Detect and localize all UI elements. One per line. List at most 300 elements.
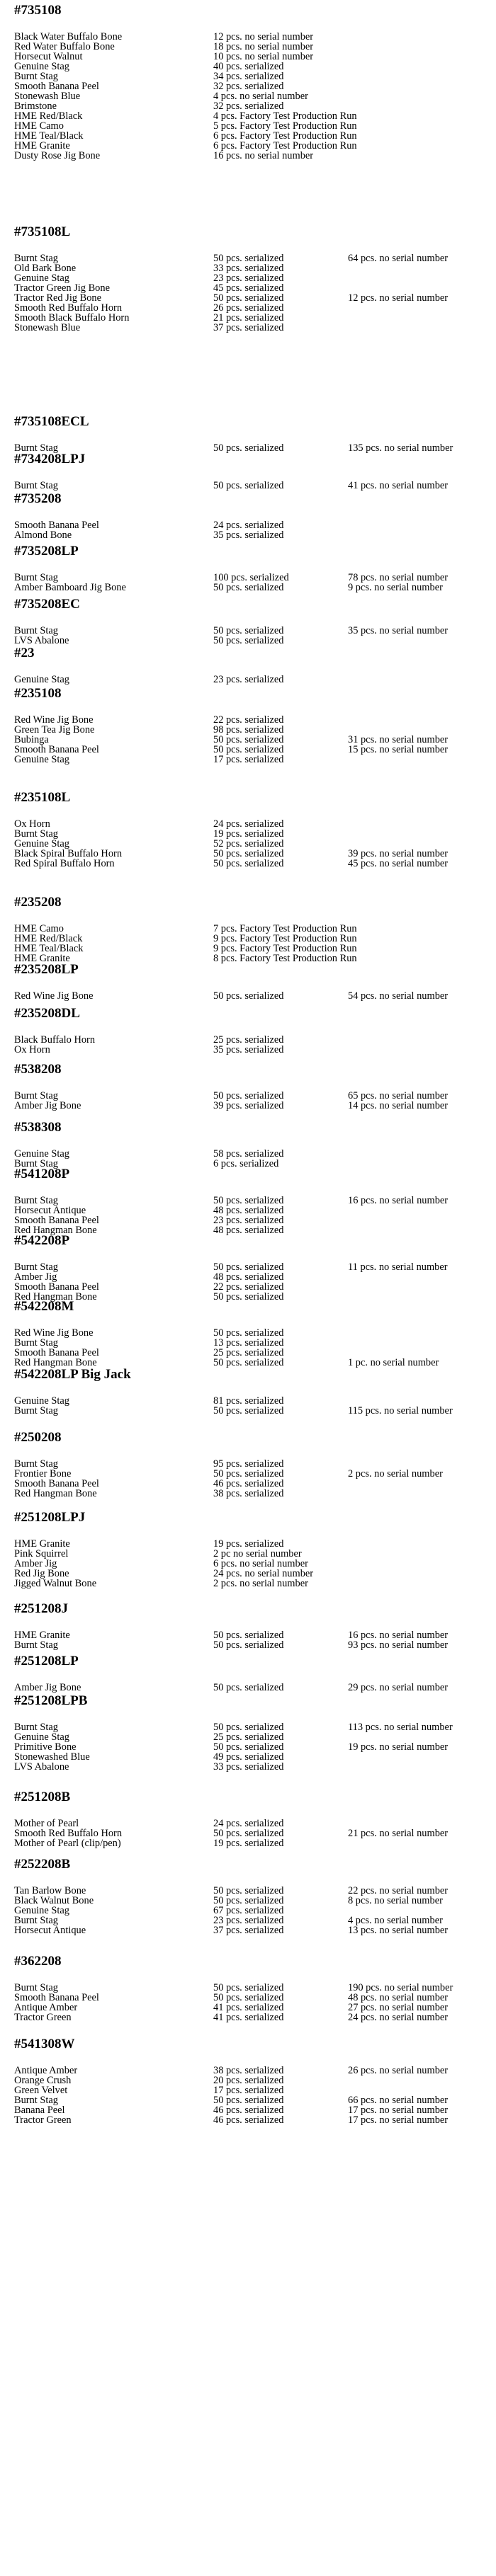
- inventory-row: [14, 2013, 489, 2022]
- inventory-row: [14, 583, 489, 593]
- quantity-note: 18 pcs. no serial number: [213, 41, 314, 52]
- inventory-row: [14, 2076, 489, 2085]
- quantity-note: 38 pcs. serialized: [213, 1488, 284, 1499]
- inventory-row: [14, 1272, 489, 1282]
- extra-quantity-note: 1 pc. no serial number: [348, 1357, 439, 1368]
- handle-material-name: Burnt Stag: [14, 1158, 58, 1169]
- section-heading-251208j: #251208J: [14, 1601, 68, 1616]
- handle-material-name: Burnt Stag: [14, 1261, 58, 1273]
- inventory-row: [14, 1348, 489, 1358]
- quantity-note: 100 pcs. serialized: [213, 572, 289, 583]
- quantity-note: 40 pcs. serialized: [213, 61, 284, 72]
- quantity-note: 50 pcs. serialized: [213, 1639, 284, 1651]
- inventory-row: [14, 2066, 489, 2076]
- handle-material-name: Burnt Stag: [14, 1982, 58, 1993]
- handle-material-name: Horsecut Antique: [14, 1205, 86, 1216]
- handle-material-name: Smooth Banana Peel: [14, 1992, 99, 2003]
- section-heading-538208: #538208: [14, 1062, 62, 1077]
- handle-material-name: Frontier Bone: [14, 1468, 72, 1479]
- quantity-note: 95 pcs. serialized: [213, 1458, 284, 1470]
- handle-material-name: Stonewash Blue: [14, 322, 81, 333]
- handle-material-name: Amber Jig Bone: [14, 1682, 81, 1693]
- quantity-note: 49 pcs. serialized: [213, 1751, 284, 1763]
- inventory-row: [14, 1406, 489, 1416]
- inventory-row: [14, 520, 489, 530]
- extra-quantity-note: 48 pcs. no serial number: [348, 1992, 449, 2003]
- quantity-note: 50 pcs. serialized: [213, 1090, 284, 1101]
- quantity-note: 26 pcs. serialized: [213, 302, 284, 314]
- inventory-row: [14, 111, 489, 121]
- inventory-row: [14, 1906, 489, 1916]
- extra-quantity-note: 8 pcs. no serial number: [348, 1895, 443, 1906]
- handle-material-name: Black Water Buffalo Bone: [14, 31, 123, 42]
- quantity-note: 24 pcs. serialized: [213, 818, 284, 830]
- inventory-row: [14, 1091, 489, 1101]
- handle-material-name: Bubinga: [14, 734, 49, 745]
- inventory-row: [14, 2115, 489, 2125]
- inventory-row: [14, 1101, 489, 1111]
- inventory-row: [14, 944, 489, 954]
- section-heading-735108: #735108: [14, 3, 62, 18]
- inventory-row: [14, 859, 489, 869]
- inventory-row: [14, 2003, 489, 2013]
- quantity-note: 16 pcs. no serial number: [213, 150, 314, 161]
- extra-quantity-note: 16 pcs. no serial number: [348, 1195, 449, 1206]
- inventory-row: [14, 636, 489, 646]
- inventory-row: [14, 443, 489, 453]
- extra-quantity-note: 12 pcs. no serial number: [348, 292, 449, 304]
- inventory-row: [14, 52, 489, 62]
- quantity-note: 50 pcs. serialized: [213, 1885, 284, 1896]
- handle-material-name: Smooth Banana Peel: [14, 744, 99, 755]
- quantity-note: 19 pcs. serialized: [213, 1538, 284, 1550]
- quantity-note: 50 pcs. serialized: [213, 848, 284, 859]
- quantity-note: 67 pcs. serialized: [213, 1905, 284, 1916]
- extra-quantity-note: 93 pcs. no serial number: [348, 1639, 449, 1651]
- quantity-note: 9 pcs. Factory Test Production Run: [213, 933, 357, 944]
- extra-quantity-note: 190 pcs. no serial number: [348, 1982, 453, 1993]
- section-heading-251208b: #251208B: [14, 1790, 71, 1804]
- quantity-note: 48 pcs. serialized: [213, 1271, 284, 1283]
- handle-material-name: Red Hangman Bone: [14, 1488, 97, 1499]
- quantity-note: 50 pcs. serialized: [213, 1722, 284, 1733]
- handle-material-name: Red Wine Jig Bone: [14, 1327, 94, 1339]
- quantity-note: 46 pcs. serialized: [213, 2105, 284, 2116]
- quantity-note: 6 pcs. Factory Test Production Run: [213, 140, 357, 151]
- handle-material-name: Genuine Stag: [14, 754, 69, 765]
- inventory-row: [14, 849, 489, 859]
- handle-material-name: Burnt Stag: [14, 1639, 58, 1651]
- inventory-row: [14, 263, 489, 273]
- inventory-row: [14, 101, 489, 111]
- inventory-row: [14, 1469, 489, 1479]
- quantity-note: 50 pcs. serialized: [213, 1682, 284, 1693]
- quantity-note: 98 pcs. serialized: [213, 724, 284, 735]
- inventory-row: [14, 991, 489, 1001]
- handle-material-name: Tan Barlow Bone: [14, 1885, 86, 1896]
- quantity-note: 9 pcs. Factory Test Production Run: [213, 943, 357, 954]
- quantity-note: 41 pcs. serialized: [213, 2012, 284, 2023]
- quantity-note: 17 pcs. serialized: [213, 2085, 284, 2096]
- handle-material-name: Stonewashed Blue: [14, 1751, 90, 1763]
- inventory-row: [14, 1722, 489, 1732]
- section-heading-235208dl: #235208DL: [14, 1006, 80, 1021]
- quantity-note: 50 pcs. serialized: [213, 292, 284, 304]
- quantity-note: 50 pcs. serialized: [213, 1982, 284, 1993]
- section-heading-250208: #250208: [14, 1430, 62, 1445]
- inventory-row: [14, 725, 489, 735]
- handle-material-name: Red Hangman Bone: [14, 1357, 97, 1368]
- handle-material-name: Smooth Black Buffalo Horn: [14, 312, 130, 324]
- section-heading-735108l: #735108L: [14, 224, 71, 239]
- quantity-note: 6 pcs. Factory Test Production Run: [213, 130, 357, 142]
- quantity-note: 4 pcs. no serial number: [213, 91, 308, 102]
- quantity-note: 50 pcs. serialized: [213, 1895, 284, 1906]
- section-heading-735208: #735208: [14, 491, 62, 506]
- inventory-row: [14, 819, 489, 829]
- quantity-note: 24 pcs. serialized: [213, 520, 284, 531]
- handle-material-name: HME Granite: [14, 140, 70, 151]
- extra-quantity-note: 15 pcs. no serial number: [348, 744, 449, 755]
- extra-quantity-note: 39 pcs. no serial number: [348, 848, 449, 859]
- handle-material-name: Smooth Banana Peel: [14, 81, 99, 92]
- quantity-note: 25 pcs. serialized: [213, 1731, 284, 1743]
- inventory-row: [14, 735, 489, 745]
- handle-material-name: Pink Squirrel: [14, 1548, 69, 1559]
- handle-material-name: LVS Abalone: [14, 1761, 69, 1773]
- handle-material-name: Tractor Green Jig Bone: [14, 282, 110, 294]
- inventory-row: [14, 839, 489, 849]
- quantity-note: 4 pcs. Factory Test Production Run: [213, 110, 357, 122]
- quantity-note: 48 pcs. serialized: [213, 1225, 284, 1236]
- inventory-row: [14, 273, 489, 283]
- handle-material-name: Smooth Banana Peel: [14, 1478, 99, 1489]
- quantity-note: 50 pcs. serialized: [213, 1468, 284, 1479]
- quantity-note: 50 pcs. serialized: [213, 990, 284, 1002]
- quantity-note: 17 pcs. serialized: [213, 754, 284, 765]
- inventory-row: [14, 1225, 489, 1235]
- handle-material-name: Almond Bone: [14, 529, 72, 541]
- handle-material-name: Burnt Stag: [14, 1405, 58, 1416]
- handle-material-name: Tractor Green: [14, 2012, 72, 2023]
- inventory-row: [14, 91, 489, 101]
- quantity-note: 23 pcs. serialized: [213, 674, 284, 685]
- section-heading-734208lpj: #734208LPJ: [14, 452, 86, 466]
- handle-material-name: HME Teal/Black: [14, 130, 84, 142]
- handle-material-name: Burnt Stag: [14, 253, 58, 264]
- handle-material-name: Genuine Stag: [14, 1148, 69, 1160]
- quantity-note: 50 pcs. serialized: [213, 635, 284, 646]
- handle-material-name: Red Wine Jig Bone: [14, 990, 94, 1002]
- inventory-row: [14, 1819, 489, 1828]
- inventory-row: [14, 2085, 489, 2095]
- quantity-note: 37 pcs. serialized: [213, 1925, 284, 1936]
- inventory-row: [14, 131, 489, 141]
- section-heading-251208lpj: #251208LPJ: [14, 1510, 86, 1525]
- extra-quantity-note: 24 pcs. no serial number: [348, 2012, 449, 2023]
- quantity-note: 24 pcs. serialized: [213, 1818, 284, 1829]
- quantity-note: 46 pcs. serialized: [213, 2114, 284, 2126]
- handle-material-name: Red Wine Jig Bone: [14, 714, 94, 726]
- inventory-row: [14, 1742, 489, 1752]
- inventory-row: [14, 1262, 489, 1272]
- inventory-row: [14, 62, 489, 71]
- extra-quantity-note: 115 pcs. no serial number: [348, 1405, 453, 1416]
- inventory-row: [14, 745, 489, 755]
- inventory-row: [14, 1479, 489, 1489]
- section-heading-235208: #235208: [14, 895, 62, 910]
- inventory-row: [14, 1896, 489, 1906]
- extra-quantity-note: 16 pcs. no serial number: [348, 1630, 449, 1641]
- handle-material-name: Red Jig Bone: [14, 1568, 69, 1579]
- section-heading-735108ecl: #735108ECL: [14, 414, 89, 429]
- inventory-row: [14, 1045, 489, 1055]
- quantity-note: 7 pcs. Factory Test Production Run: [213, 923, 357, 934]
- inventory-row: [14, 1292, 489, 1302]
- inventory-row: [14, 1559, 489, 1569]
- handle-material-name: Genuine Stag: [14, 674, 69, 685]
- handle-material-name: Tractor Green: [14, 2114, 72, 2126]
- section-heading-542208p: #542208P: [14, 1233, 70, 1248]
- quantity-note: 32 pcs. serialized: [213, 81, 284, 92]
- handle-material-name: Black Buffalo Horn: [14, 1034, 96, 1046]
- extra-quantity-note: 21 pcs. no serial number: [348, 1828, 449, 1839]
- extra-quantity-note: 19 pcs. no serial number: [348, 1741, 449, 1753]
- handle-material-name: Genuine Stag: [14, 838, 69, 849]
- handle-material-name: Smooth Banana Peel: [14, 1347, 99, 1358]
- extra-quantity-note: 31 pcs. no serial number: [348, 734, 449, 745]
- inventory-row: [14, 829, 489, 839]
- handle-material-name: Mother of Pearl (clip/pen): [14, 1838, 121, 1849]
- handle-material-name: Burnt Stag: [14, 625, 58, 636]
- inventory-row: [14, 1035, 489, 1045]
- section-heading-541208p: #541208P: [14, 1167, 70, 1181]
- inventory-row: [14, 1993, 489, 2003]
- inventory-row: [14, 1358, 489, 1368]
- inventory-row: [14, 1762, 489, 1772]
- handle-material-name: Orange Crush: [14, 2075, 72, 2086]
- section-heading-735208ec: #735208EC: [14, 597, 80, 612]
- inventory-row: [14, 481, 489, 491]
- inventory-row: [14, 1630, 489, 1640]
- inventory-row: [14, 283, 489, 293]
- quantity-note: 2 pcs. no serial number: [213, 1578, 308, 1589]
- inventory-row: [14, 1459, 489, 1469]
- inventory-row: [14, 293, 489, 303]
- handle-material-name: Black Walnut Bone: [14, 1895, 94, 1906]
- quantity-note: 50 pcs. serialized: [213, 858, 284, 869]
- quantity-note: 34 pcs. serialized: [213, 71, 284, 82]
- handle-material-name: Amber Bamboard Jig Bone: [14, 582, 126, 593]
- extra-quantity-note: 65 pcs. no serial number: [348, 1090, 449, 1101]
- handle-material-name: Antique Amber: [14, 2002, 78, 2013]
- inventory-row: [14, 141, 489, 151]
- quantity-note: 32 pcs. serialized: [213, 101, 284, 112]
- quantity-note: 50 pcs. serialized: [213, 2095, 284, 2106]
- handle-material-name: Old Bark Bone: [14, 263, 77, 274]
- handle-material-name: Horsecut Antique: [14, 1925, 86, 1936]
- inventory-row: [14, 1886, 489, 1896]
- handle-material-name: HME Granite: [14, 1538, 70, 1550]
- section-heading-735208lp: #735208LP: [14, 544, 79, 559]
- handle-material-name: Red Hangman Bone: [14, 1225, 97, 1236]
- inventory-row: [14, 121, 489, 131]
- extra-quantity-note: 27 pcs. no serial number: [348, 2002, 449, 2013]
- quantity-note: 50 pcs. serialized: [213, 625, 284, 636]
- handle-material-name: HME Teal/Black: [14, 943, 84, 954]
- extra-quantity-note: 41 pcs. no serial number: [348, 480, 449, 491]
- handle-material-name: Smooth Banana Peel: [14, 520, 99, 531]
- inventory-row: [14, 1925, 489, 1935]
- handle-material-name: HME Camo: [14, 120, 64, 132]
- handle-material-name: HME Camo: [14, 923, 64, 934]
- inventory-row: [14, 81, 489, 91]
- section-heading-235108l: #235108L: [14, 790, 71, 805]
- extra-quantity-note: 13 pcs. no serial number: [348, 1925, 449, 1936]
- extra-quantity-note: 17 pcs. no serial number: [348, 2105, 449, 2116]
- inventory-row: [14, 253, 489, 263]
- quantity-note: 50 pcs. serialized: [213, 744, 284, 755]
- extra-quantity-note: 66 pcs. no serial number: [348, 2095, 449, 2106]
- extra-quantity-note: 35 pcs. no serial number: [348, 625, 449, 636]
- handle-material-name: LVS Abalone: [14, 635, 69, 646]
- inventory-row: [14, 675, 489, 685]
- quantity-note: 50 pcs. serialized: [213, 1357, 284, 1368]
- inventory-row: [14, 1159, 489, 1169]
- extra-quantity-note: 54 pcs. no serial number: [348, 990, 449, 1002]
- extra-quantity-note: 113 pcs. no serial number: [348, 1722, 453, 1733]
- handle-material-name: Smooth Banana Peel: [14, 1215, 99, 1226]
- inventory-row: [14, 1838, 489, 1848]
- inventory-row: [14, 1683, 489, 1693]
- quantity-note: 13 pcs. serialized: [213, 1337, 284, 1349]
- quantity-note: 50 pcs. serialized: [213, 1992, 284, 2003]
- handle-material-name: Primitive Bone: [14, 1741, 77, 1753]
- extra-quantity-note: 26 pcs. no serial number: [348, 2065, 449, 2076]
- handle-material-name: Amber Jig Bone: [14, 1100, 81, 1111]
- quantity-note: 35 pcs. serialized: [213, 1044, 284, 1055]
- handle-material-name: Burnt Stag: [14, 1915, 58, 1926]
- inventory-row: [14, 151, 489, 161]
- handle-material-name: Burnt Stag: [14, 1195, 58, 1206]
- quantity-note: 50 pcs. serialized: [213, 1741, 284, 1753]
- quantity-note: 25 pcs. serialized: [213, 1034, 284, 1046]
- handle-material-name: Burnt Stag: [14, 480, 58, 491]
- inventory-row: [14, 755, 489, 765]
- handle-material-name: Stonewash Blue: [14, 91, 81, 102]
- section-heading-541308w: #541308W: [14, 2037, 75, 2051]
- quantity-note: 41 pcs. serialized: [213, 2002, 284, 2013]
- handle-material-name: Burnt Stag: [14, 1337, 58, 1349]
- handle-material-name: Banana Peel: [14, 2105, 65, 2116]
- quantity-note: 50 pcs. serialized: [213, 480, 284, 491]
- handle-material-name: Green Velvet: [14, 2085, 68, 2096]
- quantity-note: 50 pcs. serialized: [213, 253, 284, 264]
- quantity-note: 22 pcs. serialized: [213, 1281, 284, 1293]
- inventory-row: [14, 626, 489, 636]
- inventory-row: [14, 715, 489, 725]
- quantity-note: 12 pcs. no serial number: [213, 31, 314, 42]
- extra-quantity-note: 29 pcs. no serial number: [348, 1682, 449, 1693]
- quantity-note: 50 pcs. serialized: [213, 442, 284, 454]
- handle-material-name: Ox Horn: [14, 818, 50, 830]
- inventory-row: [14, 1828, 489, 1838]
- inventory-row: [14, 924, 489, 934]
- quantity-note: 58 pcs. serialized: [213, 1148, 284, 1160]
- quantity-note: 25 pcs. serialized: [213, 1347, 284, 1358]
- handle-material-name: Jigged Walnut Bone: [14, 1578, 97, 1589]
- inventory-row: [14, 2095, 489, 2105]
- extra-quantity-note: 9 pcs. no serial number: [348, 582, 443, 593]
- quantity-note: 19 pcs. serialized: [213, 1838, 284, 1849]
- quantity-note: 24 pcs. no serial number: [213, 1568, 314, 1579]
- handle-material-name: Burnt Stag: [14, 1458, 58, 1470]
- quantity-note: 81 pcs. serialized: [213, 1395, 284, 1407]
- handle-material-name: Ox Horn: [14, 1044, 50, 1055]
- inventory-row: [14, 323, 489, 333]
- inventory-row: [14, 1206, 489, 1215]
- handle-material-name: Burnt Stag: [14, 1722, 58, 1733]
- inventory-row: [14, 1282, 489, 1292]
- quantity-note: 50 pcs. serialized: [213, 1195, 284, 1206]
- inventory-row: [14, 1732, 489, 1742]
- section-heading-362208: #362208: [14, 1954, 62, 1969]
- inventory-row: [14, 934, 489, 944]
- handle-material-name: Green Tea Jig Bone: [14, 724, 95, 735]
- quantity-note: 52 pcs. serialized: [213, 838, 284, 849]
- inventory-row: [14, 1640, 489, 1650]
- handle-material-name: HME Red/Black: [14, 110, 83, 122]
- handle-material-name: Brimstone: [14, 101, 57, 112]
- handle-material-name: Red Spiral Buffalo Horn: [14, 858, 115, 869]
- handle-material-name: Horsecut Walnut: [14, 51, 83, 62]
- extra-quantity-note: 14 pcs. no serial number: [348, 1100, 449, 1111]
- quantity-note: 50 pcs. serialized: [213, 1291, 284, 1303]
- extra-quantity-note: 11 pcs. no serial number: [348, 1261, 448, 1273]
- inventory-row: [14, 1549, 489, 1559]
- quantity-note: 48 pcs. serialized: [213, 1205, 284, 1216]
- section-heading-252208b: #252208B: [14, 1857, 71, 1872]
- handle-material-name: Dusty Rose Jig Bone: [14, 150, 101, 161]
- quantity-note: 8 pcs. Factory Test Production Run: [213, 953, 357, 964]
- inventory-row: [14, 303, 489, 313]
- inventory-row: [14, 32, 489, 42]
- inventory-row: [14, 1328, 489, 1338]
- quantity-note: 6 pcs. no serial number: [213, 1558, 308, 1569]
- handle-material-name: Burnt Stag: [14, 1090, 58, 1101]
- extra-quantity-note: 22 pcs. no serial number: [348, 1885, 449, 1896]
- section-heading-542208lp-big-jack: #542208LP Big Jack: [14, 1367, 131, 1382]
- extra-quantity-note: 17 pcs. no serial number: [348, 2114, 449, 2126]
- inventory-row: [14, 313, 489, 323]
- quantity-note: 50 pcs. serialized: [213, 1261, 284, 1273]
- handle-material-name: Amber Jig: [14, 1558, 57, 1569]
- quantity-note: 21 pcs. serialized: [213, 312, 284, 324]
- inventory-row: [14, 573, 489, 583]
- quantity-note: 50 pcs. serialized: [213, 582, 284, 593]
- inventory-row: [14, 1489, 489, 1499]
- quantity-note: 33 pcs. serialized: [213, 263, 284, 274]
- quantity-note: 37 pcs. serialized: [213, 322, 284, 333]
- inventory-row: [14, 71, 489, 81]
- quantity-note: 20 pcs. serialized: [213, 2075, 284, 2086]
- quantity-note: 50 pcs. serialized: [213, 734, 284, 745]
- inventory-row: [14, 530, 489, 540]
- handle-material-name: Amber Jig: [14, 1271, 57, 1283]
- inventory-row: [14, 1149, 489, 1159]
- handle-material-name: Burnt Stag: [14, 828, 58, 840]
- inventory-row: [14, 1215, 489, 1225]
